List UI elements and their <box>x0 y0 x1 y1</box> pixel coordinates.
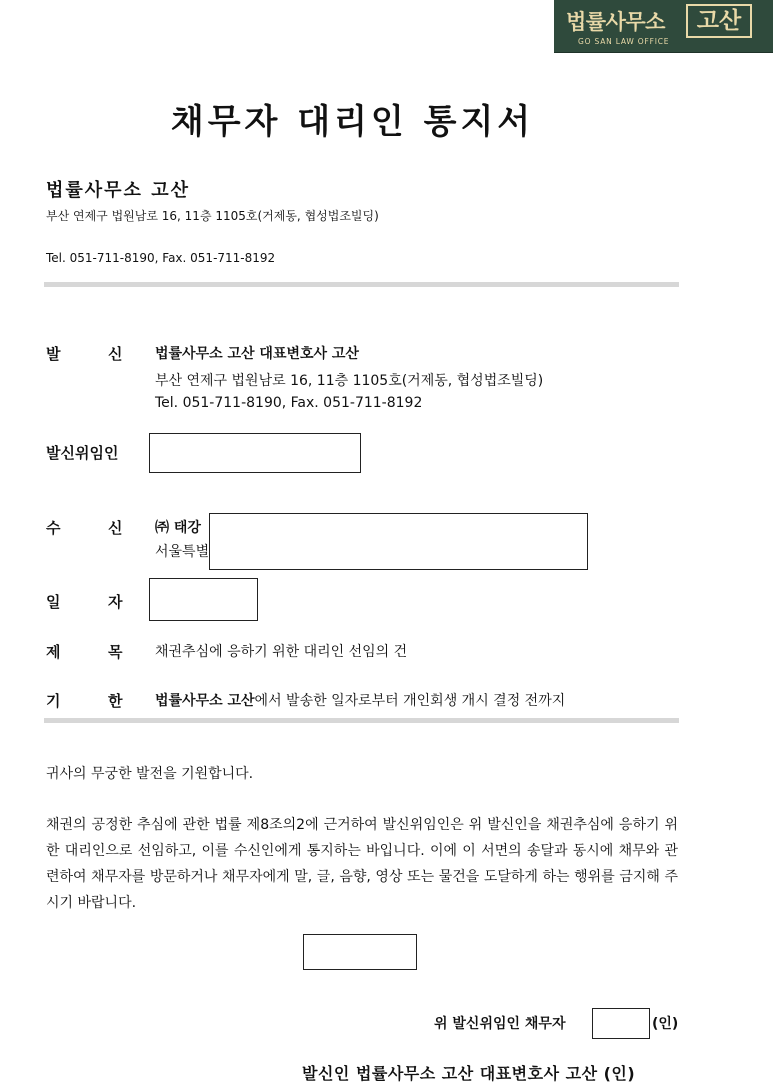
debtor-seal: (인) <box>652 1016 679 1032</box>
deadline-value <box>155 690 565 710</box>
recipient-address: 서울특별 <box>155 544 210 560</box>
document-title: 채무자 대리인 통지서 <box>170 102 535 142</box>
sender-signature-line: 발신인 법률사무소 고산 대표변호사 고산 (인) <box>302 1064 636 1083</box>
deadline-label-a: 기 <box>46 692 61 710</box>
date-label-b: 자 <box>108 593 123 611</box>
sender-label-a: 발 <box>46 345 61 363</box>
subject-label-b: 목 <box>108 643 123 661</box>
section-divider <box>44 718 679 723</box>
date-redaction-box <box>149 578 258 621</box>
greeting: 귀사의 무궁한 발전을 기원합니다. <box>46 766 254 782</box>
delegator-label: 발신위임인 <box>46 444 119 462</box>
notice-paragraph: 채권의 공정한 추심에 관한 법률 제8조의2에 근거하여 발신위임인은 위 발신인을 채권추심에 응하기 위한 대리인으로 선임하고, 이를 수신인에게 통지하는 바입니다. 이에 이 서면의 송달과 동시에 채무와 관련하여 채무자를 방문하거나 채무자에게 말, 글, 음향, 영상 또는 물건을 도달하게 하는 행위를 금지해 주시기 바랍니다. <box>46 817 678 911</box>
logo-subtitle: GO SAN LAW OFFICE <box>578 37 670 46</box>
sender-contact: Tel. 051-711-8190, Fax. 051-711-8192 <box>155 395 423 411</box>
sender-address: 부산 연제구 법원남로 16, 11층 1105호(거제동, 협성법조빌딩) <box>155 373 544 389</box>
deadline-label-b: 한 <box>108 692 123 710</box>
delegator-redaction-box <box>149 433 361 473</box>
debtor-signature-label: 위 발신위임인 채무자 <box>434 1016 566 1032</box>
subject-label-a: 제 <box>46 643 61 661</box>
recipient-redaction-box <box>209 513 588 570</box>
recipient-label-a: 수 <box>46 519 61 537</box>
sender-name: 법률사무소 고산 대표변호사 고산 <box>155 346 359 362</box>
sender-label-b: 신 <box>108 345 123 363</box>
debtor-name-redaction-box <box>592 1008 650 1039</box>
recipient-name: ㈜ 태강 <box>155 520 201 536</box>
subject-value: 채권추심에 응하기 위한 대리인 선임의 건 <box>155 644 408 660</box>
header-firm-name: 법률사무소 고산 <box>46 180 190 201</box>
header-divider <box>44 282 679 287</box>
date-label-a: 일 <box>46 593 61 611</box>
header-address: 부산 연제구 법원남로 16, 11층 1105호(거제동, 협성법조빌딩) <box>46 209 379 223</box>
header-contact: Tel. 051-711-8190, Fax. 051-711-8192 <box>46 251 276 265</box>
deadline-firm: 법률사무소 고산 <box>155 693 255 709</box>
firm-logo <box>554 0 773 53</box>
deadline-rest: 에서 발송한 일자로부터 개인회생 개시 결정 전까지 <box>254 693 566 709</box>
redaction-box <box>303 934 417 970</box>
logo-box: 고산 <box>686 4 752 38</box>
logo-name: 법률사무소 <box>566 10 665 34</box>
recipient-label-b: 신 <box>108 519 123 537</box>
